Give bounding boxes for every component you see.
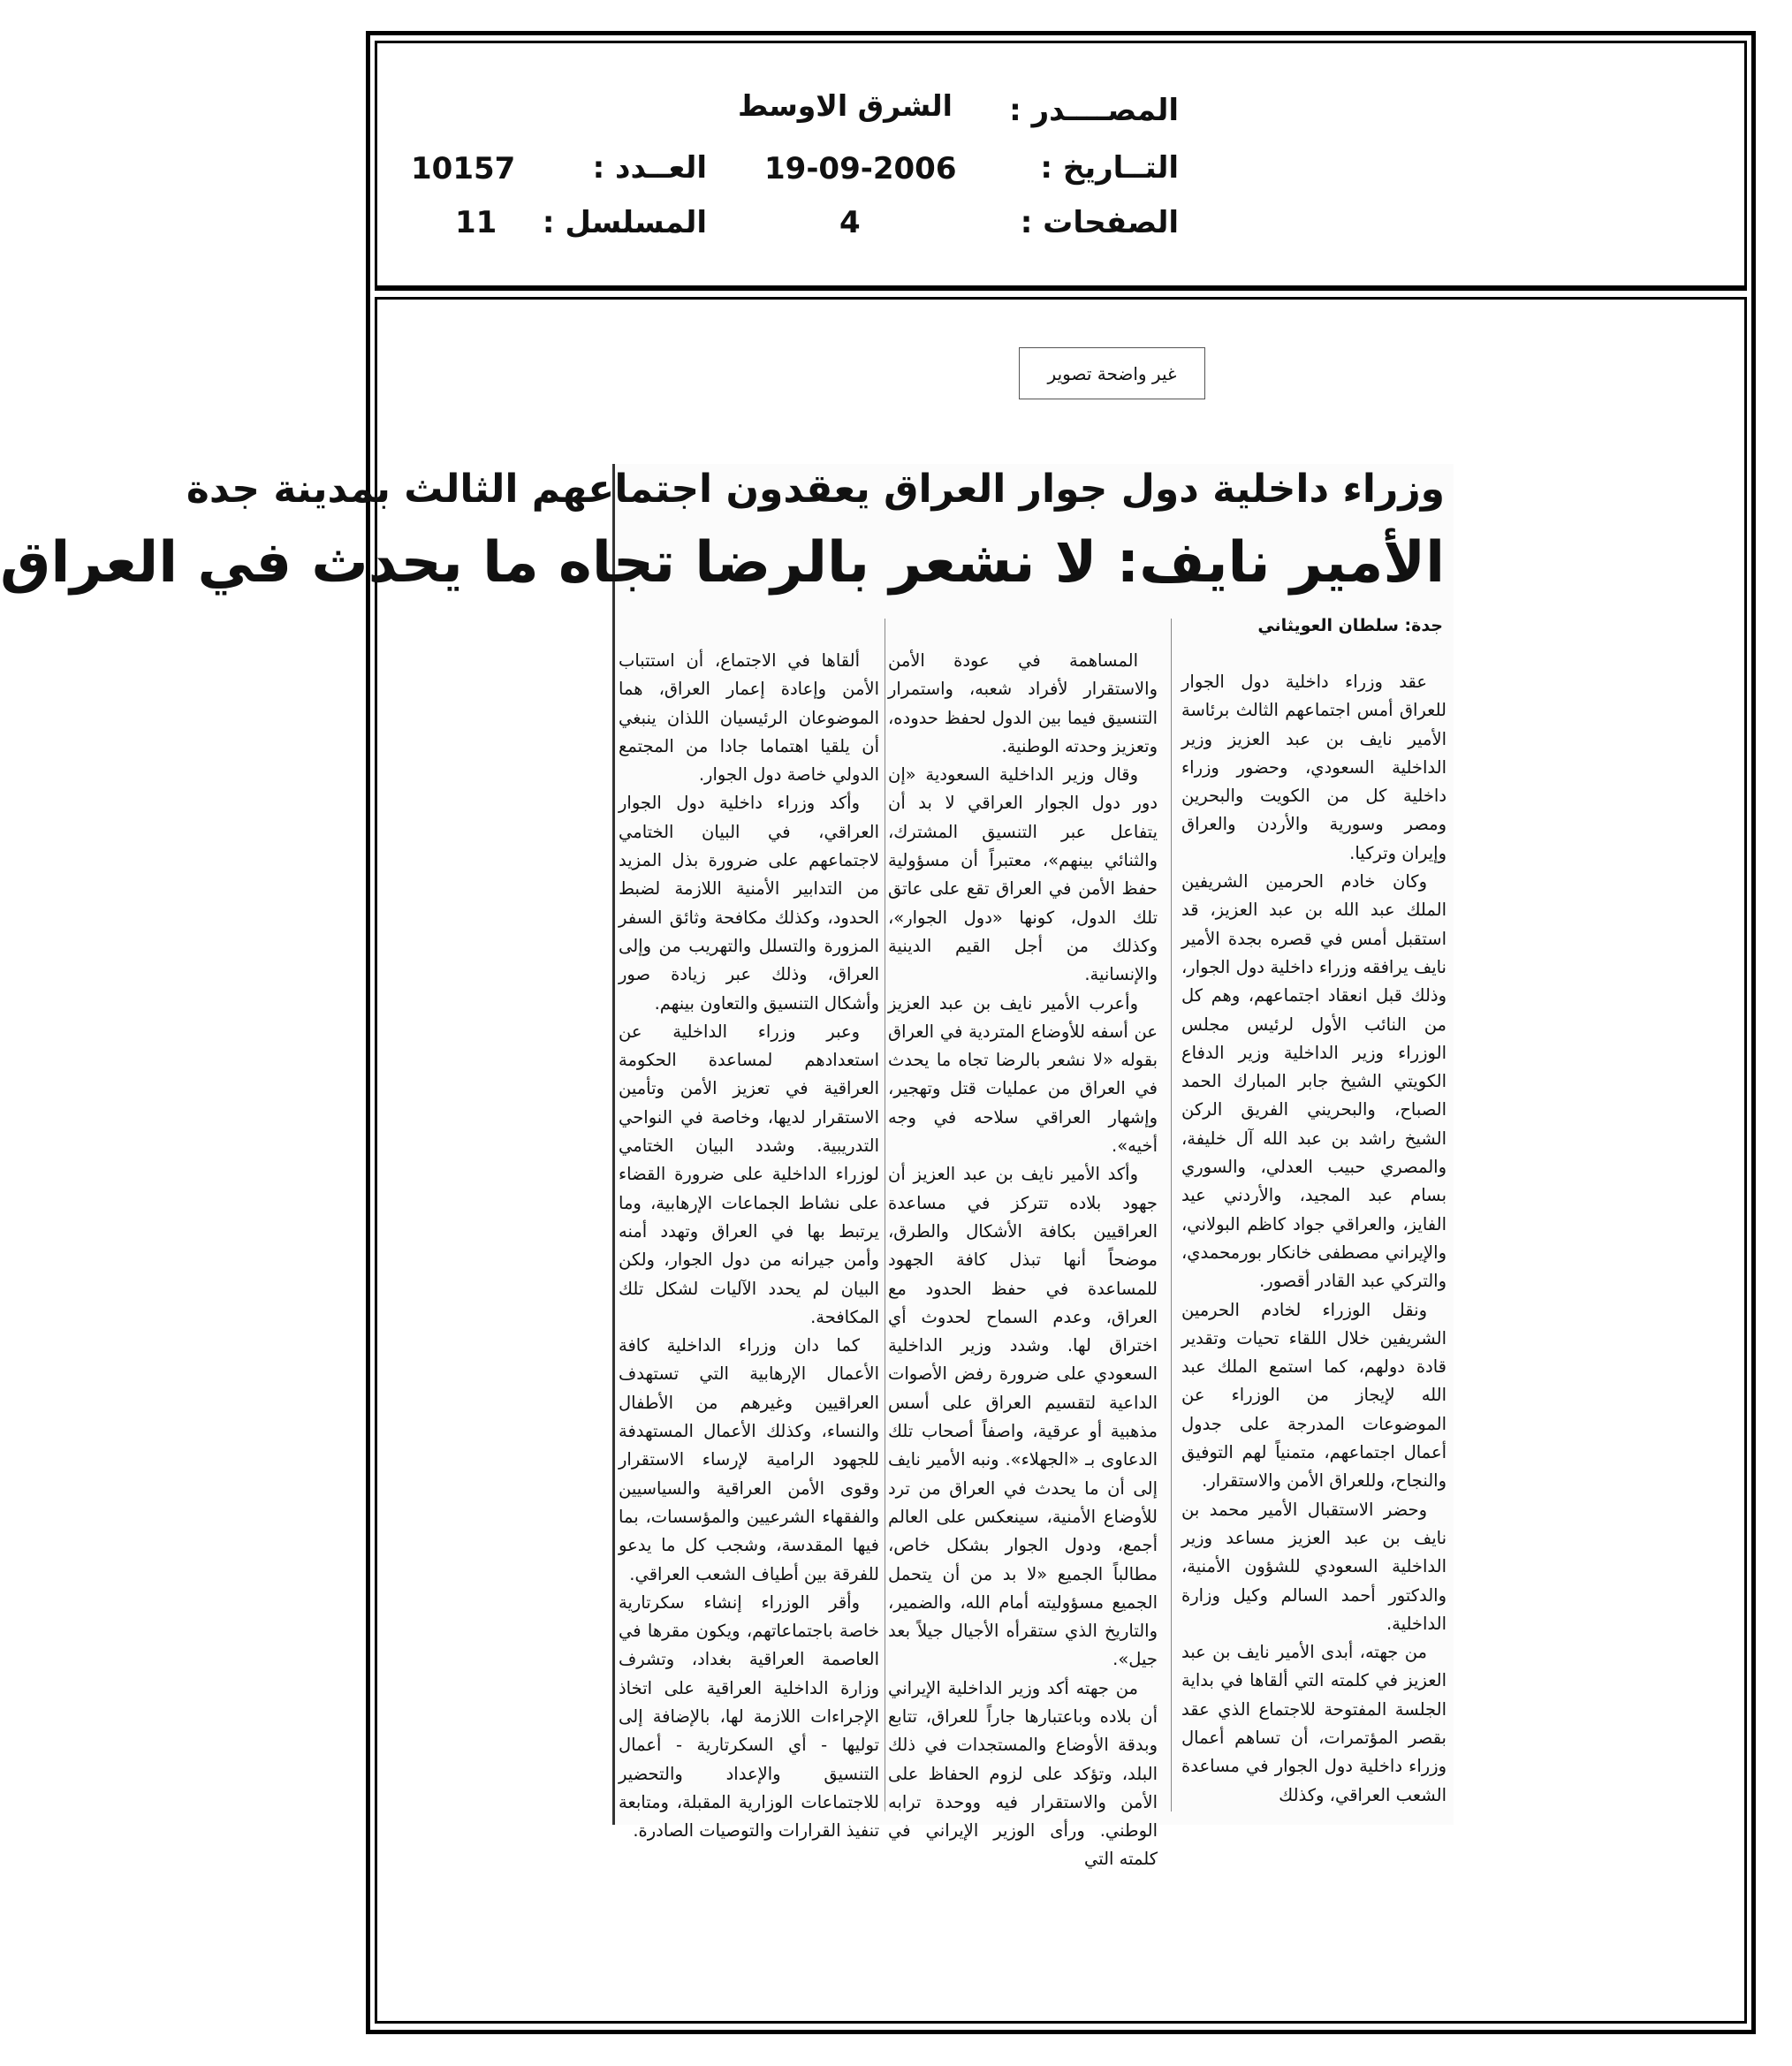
paragraph: من جهته، أبدى الأمير نايف بن عبد العزيز في كلمته التي ألقاها في بداية الجلسة المفتوحة للاجتماع الذي عقد بقصر المؤتمرات، أن تساهم أعمال وزراء داخلية دول الجوار في مساعدة الشعب العراقي، وكذلك <box>1181 1642 1447 1805</box>
paragraph: ونقل الوزراء لخادم الحرمين الشريفين خلال اللقاء تحيات وتقدير قادة دولهم، كما استمع الملك عبد الله لإيجاز من الوزراء عن الموضوعات المدرجة على جدول أعمال اجتماعهم، متمنياً لهم التوفيق والنجاح، وللعراق الأمن والاستقرار. <box>1181 1299 1447 1492</box>
article-column-3 <box>619 647 879 1842</box>
paragraph: وأقر الوزراء إنشاء سكرتارية خاصة باجتماعاتهم، ويكون مقرها في العاصمة العراقية بغداد، وتشرف وزارة الداخلية العراقية على اتخاذ الإجراءات اللازمة لها، بالإضافة إلى توليها - أي السكرتارية - أعمال التنسيق والإعداد والتحضير للاجتماعات الوزارية المقبلة، ومتابعة تنفيذ القرارات والتوصيات الصادرة. <box>619 1591 879 1842</box>
paragraph: ألقاها في الاجتماع، أن استتباب الأمن وإعادة إعمار العراق، هما الموضوعان الرئيسيان اللذان ينبغي أن يلقيا اهتماما جادا من المجتمع الدولي خاصة دول الجوار. <box>619 650 879 786</box>
paragraph: وعبر وزراء الداخلية عن استعدادهم لمساعدة الحكومة العراقية في تعزيز الأمن وتأمين الاستقرار لديها، وخاصة في النواحي التدريبية. وشدد البيان الختامي لوزراء الداخلية على ضرورة القضاء على نشاط الجماعات الإرهابية، وما يرتبط بها في العراق وتهدد أمنه وأمن جيرانه من دول الجوار، ولكن البيان لم يحدد الآليات لشكل تلك المكافحة. <box>619 1021 879 1327</box>
article-column-2 <box>888 647 1158 1870</box>
paragraph: وأكد وزراء داخلية دول الجوار العراقي، في البيان الختامي لاجتماعهم على ضرورة بذل المزيد من التدابير الأمنية اللازمة لضبط الحدود، وكذلك مكافحة وثائق السفر المزورة والتسلل والتهريب من وإلى العراق، وذلك عبر زيادة صور وأشكال التنسيق والتعاون بينهم. <box>619 793 879 1014</box>
article-headline: الأمير نايف: لا نشعر بالرضا تجاه ما يحدث في العراق <box>0 530 1445 596</box>
article-kicker: وزراء داخلية دول جوار العراق يعقدون اجتماعهم الثالث بمدينة جدة <box>186 467 1445 512</box>
unclear-copy-stamp: غير واضحة تصوير <box>1019 347 1205 399</box>
paragraph: عقد وزراء داخلية دول الجوار للعراق أمس اجتماعهم الثالث برئاسة الأمير نايف بن عبد العزيز وزير الداخلية السعودي، وحضور وزراء داخلية كل من الكويت والبحرين ومصر وسورية والأردن والعراق وإيران وتركيا. <box>1181 672 1447 863</box>
issue-value: 10157 <box>411 151 516 186</box>
paragraph: وحضر الاستقبال الأمير محمد بن نايف بن عبد العزيز مساعد وزير الداخلية السعودي للشؤون الأمنية، والدكتور أحمد السالم وكيل وزارة الداخلية. <box>1181 1499 1447 1634</box>
pages-value: 4 <box>839 205 861 240</box>
article-byline: جدة: سلطان العويثاني <box>1257 616 1443 635</box>
header-divider <box>375 288 1747 291</box>
issue-label: العــدد : <box>592 150 707 186</box>
date-value: 19-09-2006 <box>764 151 957 186</box>
paragraph: وأكد الأمير نايف بن عبد العزيز أن جهود بلاده تتركز في مساعدة العراقيين بكافة الأشكال والطرق، موضحاً أنها تبذل كافة الجهود للمساعدة في حفظ الحدود مع العراق، وعدم السماح لحدوث أي اختراق لها. وشدد وزير الداخلية السعودي على ضرورة رفض الأصوات الداعية لتقسيم العراق على أسس مذهبية أو عرقية، واصفاً أصحاب تلك الدعاوى بـ «الجهلاء». ونبه الأمير نايف إلى أن ما يحدث في العراق من ترد للأوضاع الأمنية، سينعكس على العالم أجمع، ودول الجوار بشكل خاص، مطالباً الجميع «لا بد من أن يتحمل الجميع مسؤوليته أمام الله، والضمير، والتاريخ الذي ستقرأه الأجيال جيلاً بعد جيل». <box>888 1164 1158 1670</box>
date-label: التــاريخ : <box>1040 150 1179 186</box>
source-value: الشرق الاوسط <box>738 88 953 123</box>
paragraph: وكان خادم الحرمين الشريفين الملك عبد الله بن عبد العزيز، قد استقبل أمس في قصره بجدة الأمير نايف يرافقه وزراء داخلية دول الجوار، وذلك قبل انعقاد اجتماعهم، وهم كل من النائب الأول لرئيس مجلس الوزراء وزير الداخلية وزير الدفاع الكويتي الشيخ جابر المبارك الحمد الصباح، والبحريني الفريق الركن الشيخ راشد بن عبد الله آل خليفة، والمصري حبيب العدلي، والسوري بسام عبد المجيد، والأردني عيد الفايز، والعراقي جواد كاظم البولاني، والإيراني مصطفى خانكار بورمحمدي، والتركي عبد القادر أقصور. <box>1181 871 1447 1292</box>
paragraph: وأعرب الأمير نايف بن عبد العزيز عن أسفه للأوضاع المتردية في العراق بقوله «لا نشعر بالرضا تجاه ما يحدث في العراق من عمليات قتل وتهجير، وإشهار العراقي سلاحه في وجه أخيه». <box>888 992 1158 1157</box>
paragraph: وقال وزير الداخلية السعودية «إن دور دول الجوار العراقي لا بد أن يتفاعل عبر التنسيق المشترك، والثنائي بينهم»، معتبراً أن مسؤولية حفظ الأمن في العراق تقع على عاتق تلك الدول، كونها «دول الجوار»، وكذلك من أجل القيم الدينية والإنسانية. <box>888 764 1158 985</box>
pages-label: الصفحات : <box>1020 205 1179 240</box>
paragraph: المساهمة في عودة الأمن والاستقرار لأفراد شعبه، واستمرار التنسيق فيما بين الدول لحفظ حدوده، وتعزيز وحدته الوطنية. <box>888 650 1158 756</box>
paragraph: كما دان وزراء الداخلية كافة الأعمال الإرهابية التي تستهدف العراقيين وغيرهم من الأطفال والنساء، وكذلك الأعمال المستهدفة للجهود الرامية لإرساء الاستقرار وقوى الأمن العراقية والسياسيين والفقهاء الشرعيين والمؤسسات، بما فيها المقدسة، وشجب كل ما يدعو للفرقة بين أطياف الشعب العراقي. <box>619 1335 879 1584</box>
column-rule <box>1171 619 1172 1812</box>
clipping-left-rule <box>612 464 615 1825</box>
source-label: المصــــدر : <box>1009 93 1179 128</box>
serial-value: 11 <box>455 205 497 240</box>
serial-label: المسلسل : <box>542 205 707 240</box>
paragraph: من جهته أكد وزير الداخلية الإيراني أن بلاده وباعتبارها جاراً للعراق، تتابع وبدقة الأوضاع والمستجدات في ذلك البلد، وتؤكد على لزوم الحفاظ على الأمن والاستقرار فيه ووحدة ترابه الوطني. ورأى الوزير الإيراني في كلمته التي <box>888 1677 1158 1870</box>
article-column-1 <box>1181 668 1447 1817</box>
